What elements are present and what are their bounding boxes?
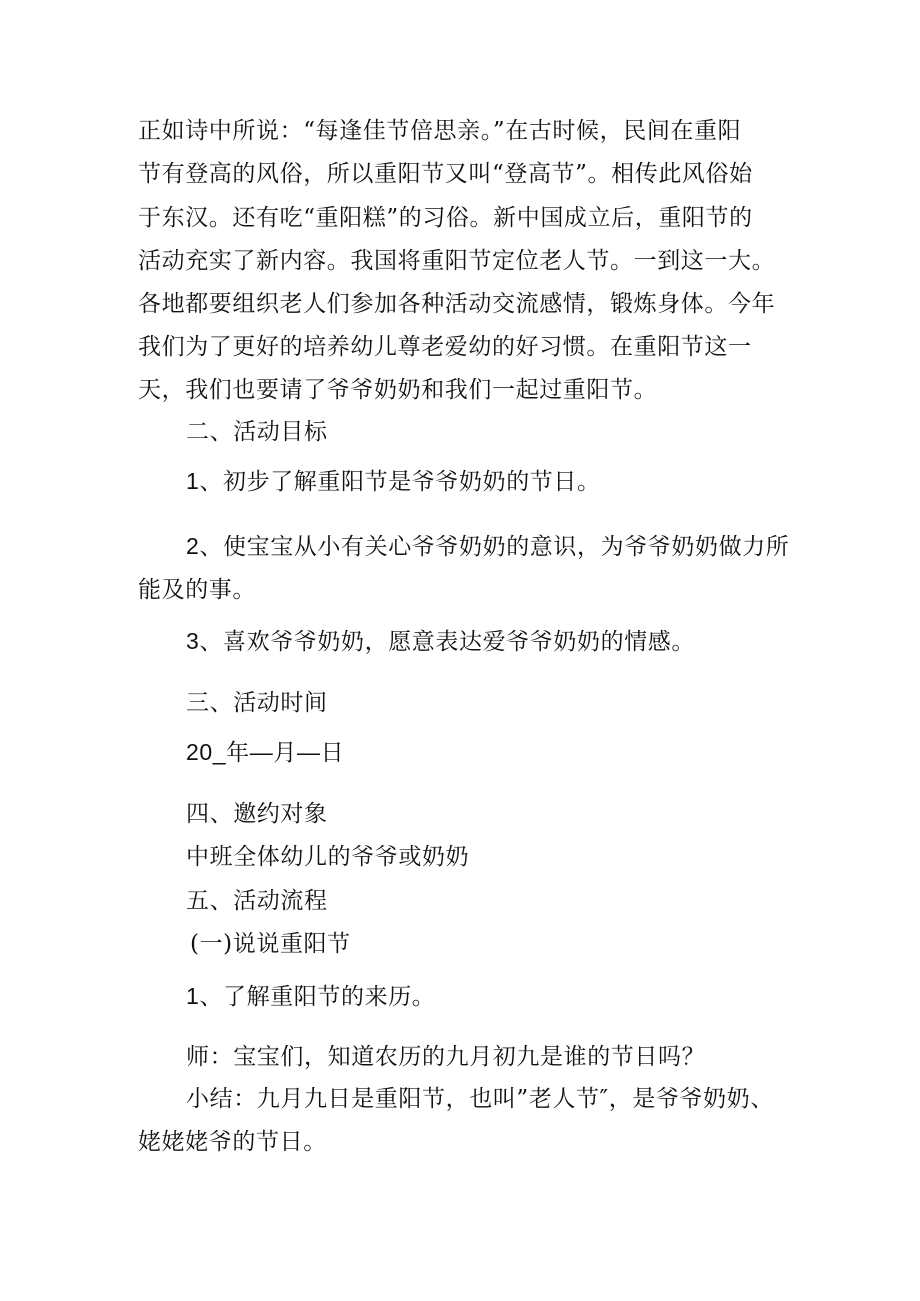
summary-line-1: 小结：九月九日是重阳节，也叫”老人节″，是爷爷奶奶、: [186, 1086, 774, 1112]
summary-line-2: 姥姥姥爷的节日。: [138, 1129, 327, 1155]
goal-item-2-line-1: 2、使宝宝从小有关心爷爷奶奶的意识，为爷爷奶奶做力所: [186, 533, 790, 559]
section-heading-goals: 二、活动目标: [186, 419, 328, 445]
section-heading-process: 五、活动流程: [186, 888, 328, 914]
intro-line-3: 于东汉。还有吃“重阳糕”的习俗。新中国成立后，重阳节的: [138, 205, 753, 231]
teacher-question: 师：宝宝们，知道农历的九月初九是谁的节日吗？: [186, 1044, 706, 1070]
process-step-1: 1、了解重阳节的来历。: [186, 983, 436, 1009]
intro-line-1: 正如诗中所说：“每逢佳节倍思亲。”在古时候，民间在重阳: [138, 118, 742, 144]
activity-date: 20_年—月—日: [186, 739, 345, 765]
intro-line-4: 活动充实了新内容。我国将重阳节定位老人节。一到这一大。: [138, 248, 776, 274]
section-heading-time: 三、活动时间: [186, 690, 328, 716]
goal-item-3: 3、喜欢爷爷奶奶，愿意表达爱爷爷奶奶的情感。: [186, 628, 695, 654]
invitees-text: 中班全体幼儿的爷爷或奶奶: [186, 844, 470, 870]
intro-line-5: 各地都要组织老人们参加各种活动交流感情，锻炼身体。今年: [138, 291, 776, 317]
section-heading-invitees: 四、邀约对象: [186, 801, 328, 827]
goal-item-2-line-2: 能及的事。: [138, 577, 256, 603]
intro-line-2: 节有登高的风俗，所以重阳节又叫“登高节”。相传此风俗始: [138, 161, 753, 187]
goal-item-1: 1、初步了解重阳节是爷爷奶奶的节日。: [186, 468, 601, 494]
subsection-heading-1: (一)说说重阳节: [190, 931, 351, 957]
intro-line-7: 天，我们也要请了爷爷奶奶和我们一起过重阳节。: [138, 377, 658, 403]
intro-line-6: 我们为了更好的培养幼儿尊老爱幼的好习惯。在重阳节这一: [138, 334, 752, 360]
